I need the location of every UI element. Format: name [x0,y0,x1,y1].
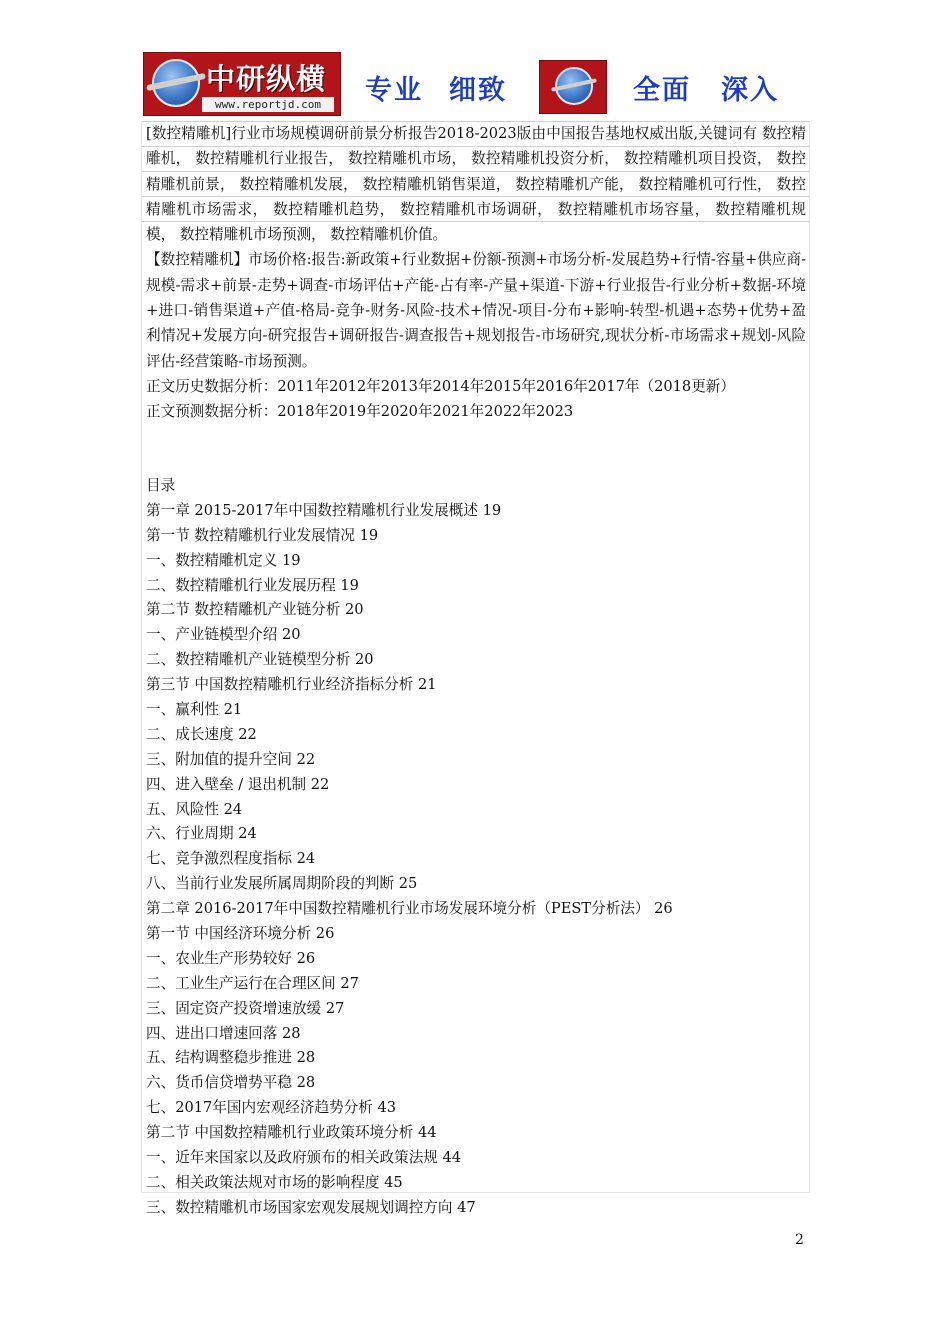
slogan-4: 深入 [721,75,779,106]
slogan-2: 细致 [449,75,507,106]
logo-url: www.reportjd.com [202,97,334,112]
toc-item: 四、进入壁垒 / 退出机制 22 [146,775,330,793]
toc-item: 二、数控精雕机行业发展历程 19 [146,576,359,594]
toc-item: 六、货币信贷增势平稳 28 [146,1074,316,1092]
document-body [141,121,810,1216]
market-price-paragraph: 【数控精雕机】市场价格:报告:新政策+行业数据+份额-预测+市场分析-发展趋势+行情-容量+供应商-规模-需求+前景-走势+调查-市场评估+产能-占有率-产量+渠道-下游+行业报告-行业分析+数据-环境+进口-销售渠道+产值-格局-竞争-财务-风险-技术+情况-项目-分布+影响-转型-机遇+态势+优势+盈利情况+发展方向-研究报告+调研报告-调查报告+规划报告-市场研究,现状分析-市场需求+规划-风险评估-经营策略-市场预测。 [146,251,806,370]
toc-item: 三、固定资产投资增速放缓 27 [146,999,345,1017]
toc-item: 二、成长速度 22 [146,725,257,743]
toc-item: 一、赢利性 21 [146,701,243,719]
logo-text: 中研纵横 [206,62,327,96]
toc-item: 二、工业生产运行在合理区间 27 [146,974,359,992]
slogan-1: 专业 [365,75,423,106]
toc-item: 第一节 数控精雕机行业发展情况 19 [146,526,379,544]
toc-item: 五、风险性 24 [146,800,243,818]
toc-item: 七、竞争激烈程度指标 24 [146,850,316,868]
toc-item: 六、行业周期 24 [146,825,257,843]
toc-item: 四、进出口增速回落 28 [146,1024,301,1042]
table-of-contents [146,474,806,1221]
keywords-paragraph: [数控精雕机]行业市场规模调研前景分析报告2018-2023版由中国报告基地权威出版,关键词有 数控精雕机， 数控精雕机行业报告， 数控精雕机市场， 数控精雕机投资分析， 数控精雕机项目投资， 数控精雕机前景， 数控精雕机发展， 数控精雕机销售渠道， 数控精雕机产能， 数控精雕机可行性， 数控精雕机市场需求， 数控精雕机趋势， 数控精雕机市场调研， 数控精雕机市场容量， 数控精雕机规模， 数控精雕机市场预测， 数控精雕机价值。 [146,125,806,244]
toc-item: 第二章 2016-2017年中国数控精雕机行业市场发展环境分析（PEST分析法） 26 [146,900,673,918]
small-logo [539,60,607,114]
company-logo [143,52,341,116]
page-header [143,50,810,118]
toc-title: 目录 [146,477,176,494]
toc-item: 一、农业生产形势较好 26 [146,949,316,967]
toc-item: 一、数控精雕机定义 19 [146,551,301,569]
slogan-3: 全面 [633,75,691,106]
toc-item: 三、附加值的提升空间 22 [146,750,316,768]
toc-item: 一、近年来国家以及政府颁布的相关政策法规 44 [146,1149,462,1167]
toc-item: 一、产业链模型介绍 20 [146,626,301,644]
toc-item: 第一章 2015-2017年中国数控精雕机行业发展概述 19 [146,501,502,519]
toc-item: 八、当前行业发展所属周期阶段的判断 25 [146,875,418,893]
history-data-line: 正文历史数据分析：2011年2012年2013年2014年2015年2016年2017年（2018更新） [146,377,735,395]
toc-item: 第二节 中国数控精雕机行业政策环境分析 44 [146,1124,437,1142]
toc-item: 七、2017年国内宏观经济趋势分析 43 [146,1099,397,1117]
page-number: 2 [795,1232,804,1248]
toc-item: 第一节 中国经济环境分析 26 [146,925,335,943]
toc-item: 三、数控精雕机市场国家宏观发展规划调控方向 47 [146,1198,476,1216]
toc-item: 第二节 数控精雕机产业链分析 20 [146,601,364,619]
toc-item: 第三节 中国数控精雕机行业经济指标分析 21 [146,676,437,694]
toc-item: 二、相关政策法规对市场的影响程度 45 [146,1173,403,1191]
toc-item: 五、结构调整稳步推进 28 [146,1049,316,1067]
globe-icon [152,59,200,107]
forecast-data-line: 正文预测数据分析：2018年2019年2020年2021年2022年2023 [146,403,574,421]
globe-icon [555,67,593,105]
toc-item: 二、数控精雕机产业链模型分析 20 [146,651,374,669]
intro-text [146,121,806,425]
